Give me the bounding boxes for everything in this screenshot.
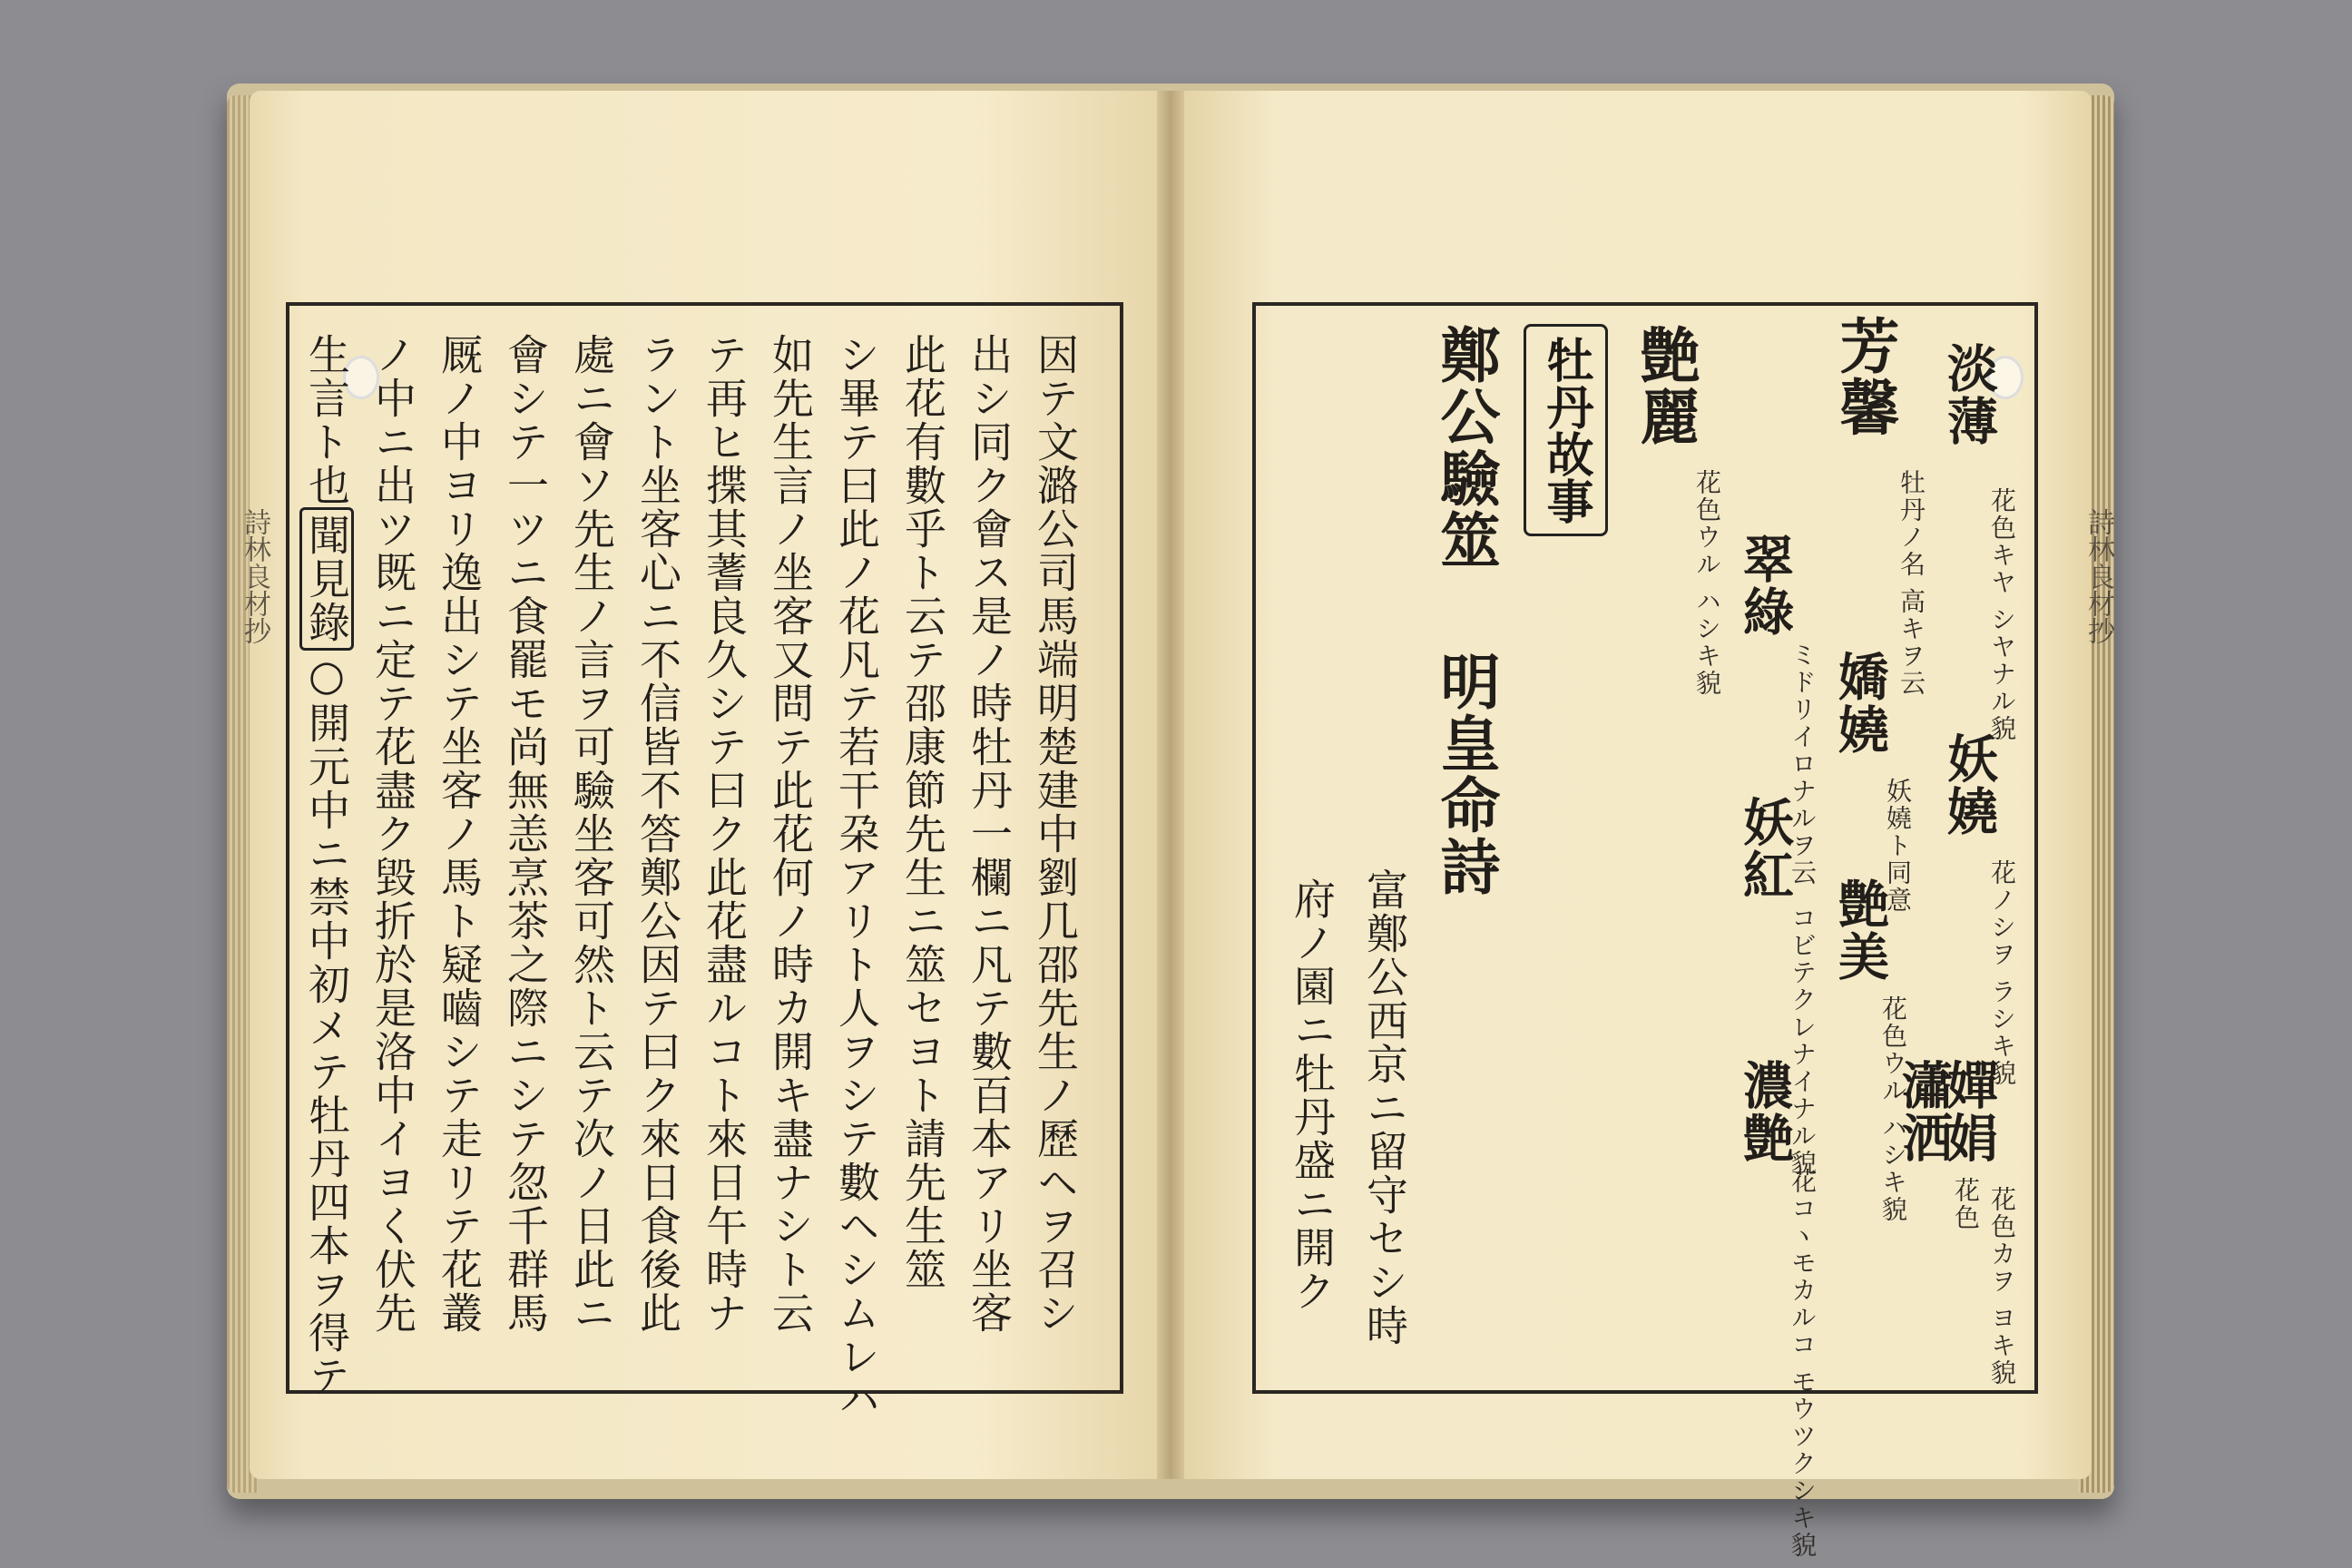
left-column-11: ノ中ニ出ツ既ニ定テ花盡ク毀折於是洛中イヨく伏先 xyxy=(368,333,417,1335)
edge-title-right: 詩林良材抄 xyxy=(2082,508,2114,644)
vocab-gloss-enbi: 花色ウル ハシキ貌 xyxy=(1878,995,1908,1223)
vocab-gloss-shousha: 花色 xyxy=(1951,1177,1981,1231)
left-column-7: ラント坐客心ニ不信皆不答鄭公因テ曰ク來日食後此 xyxy=(633,333,682,1335)
left-column-10: 厩ノ中ヨリ逸出シテ坐客ノ馬ト疑嚙シテ走リテ花叢 xyxy=(435,333,484,1335)
vocab-gloss-danpaku: 花色キヤ シヤナル貌 xyxy=(1987,487,2017,742)
vocab-gloss-nouen: 花コヽモカルコ モウツクシキ貌 xyxy=(1788,1168,1818,1559)
vocab-word-senken: 嬋娟 xyxy=(1939,1059,1999,1164)
boxed-source-note: 聞見錄 xyxy=(299,507,354,651)
vocab-word-nouen: 濃艶 xyxy=(1735,1059,1795,1164)
vocab-gloss-youjou: 花ノシヲ ラシキ貌 xyxy=(1987,859,2017,1087)
left-column-4: シ畢テ曰此ノ花凡テ若干朶アリト人ヲシテ數ヘシムレハ xyxy=(832,333,881,1422)
vocab-gloss-houkei: 牡丹ノ名 高キヲ云 xyxy=(1896,469,1926,697)
left-column-2: 出シ同ク會ス是ノ時牡丹一欄ニ凡テ數百本アリ坐客 xyxy=(965,333,1014,1335)
vocab-word-enbi: 艶美 xyxy=(1830,877,1890,983)
vocab-word-danpaku: 淡薄 xyxy=(1939,342,1999,447)
vocab-word-youkou: 妖紅 xyxy=(1735,796,1795,901)
vocab-gloss-suiryoku: ミドリイロナルヲ云 xyxy=(1788,642,1818,887)
left-column-8: 處ニ會ソ先生ノ言ヲ可驗坐客可然ト云テ次ノ日此ニ xyxy=(567,333,616,1335)
vocab-word-enrei: 艶麗 xyxy=(1630,324,1700,447)
vocab-gloss-enrei: 花色ウル ハシキ貌 xyxy=(1692,469,1722,697)
left-column-12-tail: ○開元中ニ禁中初メテ牡丹四本ヲ得テ xyxy=(302,651,351,1398)
vocab-gloss-senken: 花色カヲ ヨキ貌 xyxy=(1987,1186,2017,1387)
vocab-gloss-youkou: コビテクレナイナル貌 xyxy=(1788,905,1818,1177)
left-column-12-text: 生言ト也 xyxy=(302,333,351,507)
poem-title: 明皇命詩 xyxy=(1430,651,1501,897)
poem-line-2: 府ノ園ニ牡丹盛ニ開ク xyxy=(1288,877,1337,1313)
vocab-word-shousha: 瀟洒 xyxy=(1894,1059,1954,1164)
vocab-gloss-kyoujou: 妖嬈ト同意 xyxy=(1883,778,1913,914)
book-gutter xyxy=(1157,91,1184,1479)
left-column-1: 因テ文潞公司馬端明楚建中劉几邵先生ノ歷ヘヲ召シ xyxy=(1031,333,1080,1335)
edge-title-left: 詩林良材抄 xyxy=(239,508,270,644)
left-column-12 xyxy=(302,333,350,1398)
right-text-frame xyxy=(1252,302,2038,1559)
vocab-word-houkei: 芳馨 xyxy=(1829,315,1900,438)
vocab-word-suiryoku: 翠綠 xyxy=(1735,533,1795,638)
left-column-3: 此花有數乎ト云テ邵康節先生ニ筮セヨト請先生筮 xyxy=(898,333,947,1291)
left-text-frame xyxy=(286,302,1123,1422)
left-column-5: 如先生言ノ坐客又問テ此花何ノ時カ開キ盡ナシト云 xyxy=(766,333,815,1335)
left-column-6: テ再ヒ揲其蓍良久シテ曰ク此花盡ルコト來日午時ナ xyxy=(700,333,749,1335)
vocab-word-youjou: 妖嬈 xyxy=(1939,732,1999,838)
poem-line-1: 富鄭公西京ニ留守セシ時 xyxy=(1360,868,1409,1348)
vocab-word-kyoujou: 嬌嬈 xyxy=(1830,651,1890,756)
story-title: 鄭公驗筮 xyxy=(1430,324,1501,571)
left-column-9: 會シテ一ツニ食罷モ尚無恙烹茶之際ニシテ忽千群馬 xyxy=(501,333,550,1335)
section-heading-botan-koji: 牡丹故事 xyxy=(1524,324,1608,536)
